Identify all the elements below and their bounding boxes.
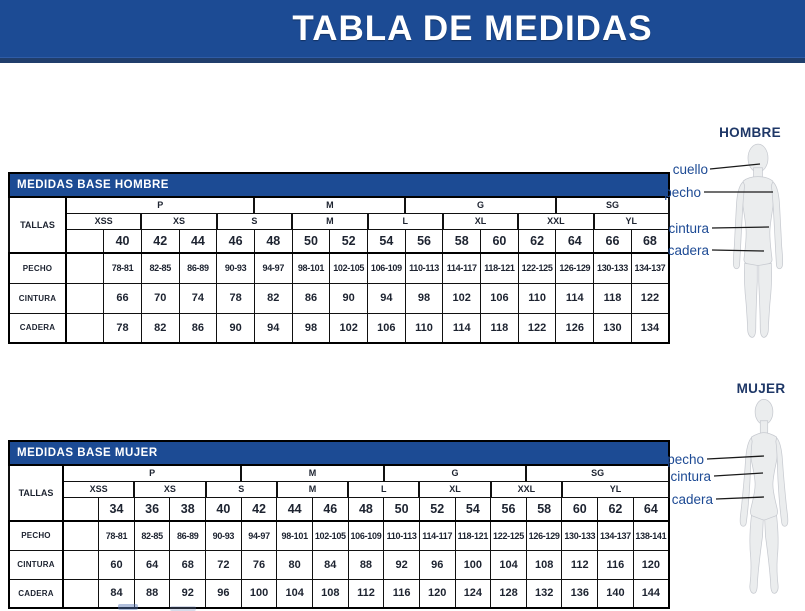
- size-label-cell: M: [277, 481, 348, 497]
- size-number-cell: 34: [99, 497, 135, 521]
- measure-value-cell: [63, 579, 99, 608]
- measure-value-cell: 138-141: [633, 521, 669, 550]
- women-measurements-table: [8, 440, 670, 609]
- size-number-cell: 40: [206, 497, 242, 521]
- measure-value-cell: 80: [277, 550, 313, 579]
- size-number-cell: 46: [312, 497, 348, 521]
- measure-value-cell: 134-137: [631, 253, 669, 283]
- women-chest-label: pecho: [667, 452, 704, 467]
- measure-value-cell: 82: [141, 313, 179, 343]
- size-number-cell: 46: [217, 229, 255, 253]
- size-label-cell: S: [206, 481, 277, 497]
- measure-value-cell: 126: [556, 313, 594, 343]
- measure-row: [9, 253, 669, 283]
- measure-value-cell: 100: [241, 579, 277, 608]
- measure-value-cell: 112: [348, 579, 384, 608]
- size-group-cell: P: [63, 465, 241, 481]
- men-hip-label: cadera: [667, 243, 709, 258]
- measure-value-cell: 116: [384, 579, 420, 608]
- measure-value-cell: 96: [206, 579, 242, 608]
- measure-row-label: CADERA: [9, 579, 63, 608]
- measure-value-cell: 132: [526, 579, 562, 608]
- size-number-cell: 42: [241, 497, 277, 521]
- measure-value-cell: 86-89: [170, 521, 206, 550]
- men-figure-title: HOMBRE: [719, 125, 781, 140]
- measure-row-label: CINTURA: [9, 283, 66, 313]
- size-number-cell: 58: [526, 497, 562, 521]
- size-group-cell: SG: [556, 197, 669, 213]
- size-label-cell: XSS: [63, 481, 134, 497]
- size-number-cell: 54: [368, 229, 406, 253]
- men-neck-label: cuello: [672, 162, 708, 177]
- measure-value-cell: 126-129: [526, 521, 562, 550]
- female-mannequin-figure: [727, 397, 801, 597]
- measure-value-cell: 130-133: [594, 253, 632, 283]
- men-chest-label: pecho: [664, 185, 701, 200]
- measure-value-cell: 144: [633, 579, 669, 608]
- measure-value-cell: 130: [594, 313, 632, 343]
- measure-value-cell: 82-85: [141, 253, 179, 283]
- size-number-cell: 56: [491, 497, 527, 521]
- measure-value-cell: 98: [292, 313, 330, 343]
- measure-value-cell: 92: [384, 550, 420, 579]
- measure-value-cell: 134: [631, 313, 669, 343]
- measure-value-cell: 78: [104, 313, 142, 343]
- measure-value-cell: 140: [598, 579, 634, 608]
- size-number-cell: 60: [481, 229, 519, 253]
- measure-value-cell: 96: [419, 550, 455, 579]
- measure-row-label: CINTURA: [9, 550, 63, 579]
- measure-value-cell: 122: [631, 283, 669, 313]
- measure-value-cell: 110-113: [384, 521, 420, 550]
- women-hip-label: cadera: [671, 492, 713, 507]
- measure-value-cell: 92: [170, 579, 206, 608]
- measure-row: [9, 283, 669, 313]
- size-group-cell: M: [254, 197, 405, 213]
- measure-value-cell: 122-125: [491, 521, 527, 550]
- size-number-cell: 48: [348, 497, 384, 521]
- page-header-bar: [0, 0, 805, 57]
- male-mannequin-figure: [721, 141, 795, 344]
- size-number-cell: 62: [518, 229, 556, 253]
- size-number-cell: 66: [594, 229, 632, 253]
- measure-value-cell: 124: [455, 579, 491, 608]
- measure-value-cell: 106-109: [368, 253, 406, 283]
- measure-value-cell: 102-105: [312, 521, 348, 550]
- measure-value-cell: 118: [594, 283, 632, 313]
- table-section-title: MEDIDAS BASE MUJER: [9, 441, 669, 465]
- measure-value-cell: 70: [141, 283, 179, 313]
- measure-value-cell: 126-129: [556, 253, 594, 283]
- measure-value-cell: 86: [179, 313, 217, 343]
- measure-value-cell: 136: [562, 579, 598, 608]
- measure-value-cell: 98: [405, 283, 443, 313]
- measure-value-cell: 76: [241, 550, 277, 579]
- measure-value-cell: 88: [134, 579, 170, 608]
- measure-value-cell: 110: [518, 283, 556, 313]
- header-divider: [0, 57, 805, 63]
- measure-value-cell: [66, 253, 104, 283]
- measure-value-cell: 66: [104, 283, 142, 313]
- measure-value-cell: [63, 521, 99, 550]
- measure-value-cell: 78: [217, 283, 255, 313]
- measure-value-cell: 110: [405, 313, 443, 343]
- measure-value-cell: 120: [633, 550, 669, 579]
- size-label-cell: L: [348, 481, 419, 497]
- measure-value-cell: 134-137: [598, 521, 634, 550]
- measurements-table: [8, 440, 670, 609]
- size-number-cell: 38: [170, 497, 206, 521]
- size-number-cell: 60: [562, 497, 598, 521]
- measure-value-cell: 94: [368, 283, 406, 313]
- size-number-cell: 56: [405, 229, 443, 253]
- measure-value-cell: 106-109: [348, 521, 384, 550]
- measure-value-cell: 98-101: [277, 521, 313, 550]
- measure-value-cell: 90: [330, 283, 368, 313]
- page-title: TABLA DE MEDIDAS: [292, 9, 653, 48]
- measure-row: [9, 521, 669, 550]
- measure-value-cell: 118-121: [455, 521, 491, 550]
- women-waist-label: cintura: [670, 469, 711, 484]
- size-number-cell: 68: [631, 229, 669, 253]
- size-label-cell: YL: [562, 481, 669, 497]
- measure-value-cell: 84: [99, 579, 135, 608]
- size-label-cell: XL: [419, 481, 490, 497]
- measure-value-cell: 86-89: [179, 253, 217, 283]
- size-number-cell: 52: [419, 497, 455, 521]
- size-label-cell: M: [292, 213, 367, 229]
- measure-value-cell: 82: [254, 283, 292, 313]
- men-waist-label: cintura: [668, 221, 709, 236]
- measure-value-cell: 122-125: [518, 253, 556, 283]
- measure-value-cell: 104: [491, 550, 527, 579]
- size-label-cell: XXL: [518, 213, 593, 229]
- measure-value-cell: 128: [491, 579, 527, 608]
- size-group-cell: G: [384, 465, 527, 481]
- size-label-cell: XXL: [491, 481, 562, 497]
- size-number-cell: [66, 229, 104, 253]
- measure-value-cell: 68: [170, 550, 206, 579]
- size-number-cell: 50: [292, 229, 330, 253]
- measure-value-cell: 108: [312, 579, 348, 608]
- size-group-cell: G: [405, 197, 556, 213]
- measure-value-cell: [66, 313, 104, 343]
- measure-value-cell: 120: [419, 579, 455, 608]
- size-label-cell: XS: [141, 213, 216, 229]
- size-label-cell: YL: [594, 213, 669, 229]
- size-number-cell: 44: [179, 229, 217, 253]
- measure-row: [9, 550, 669, 579]
- measure-value-cell: 108: [526, 550, 562, 579]
- measure-value-cell: 102: [443, 283, 481, 313]
- measure-row: [9, 313, 669, 343]
- size-number-cell: [63, 497, 99, 521]
- measure-value-cell: 112: [562, 550, 598, 579]
- size-number-cell: 36: [134, 497, 170, 521]
- size-label-cell: XS: [134, 481, 205, 497]
- measure-value-cell: 106: [481, 283, 519, 313]
- size-label-cell: XSS: [66, 213, 141, 229]
- size-number-cell: 40: [104, 229, 142, 253]
- measure-value-cell: 60: [99, 550, 135, 579]
- measure-value-cell: 94: [254, 313, 292, 343]
- size-number-cell: 64: [556, 229, 594, 253]
- measure-value-cell: [63, 550, 99, 579]
- measure-value-cell: 122: [518, 313, 556, 343]
- size-group-cell: P: [66, 197, 254, 213]
- size-number-cell: 62: [598, 497, 634, 521]
- measure-row-label: PECHO: [9, 521, 63, 550]
- measure-value-cell: 90-93: [206, 521, 242, 550]
- men-measurements-table: [8, 172, 670, 344]
- measure-value-cell: 82-85: [134, 521, 170, 550]
- measure-value-cell: 102-105: [330, 253, 368, 283]
- measure-value-cell: 86: [292, 283, 330, 313]
- size-number-cell: 58: [443, 229, 481, 253]
- measure-value-cell: 72: [206, 550, 242, 579]
- measure-row-label: CADERA: [9, 313, 66, 343]
- measure-value-cell: 104: [277, 579, 313, 608]
- measure-value-cell: 94-97: [254, 253, 292, 283]
- measurements-table: [8, 172, 670, 344]
- measure-value-cell: 114: [443, 313, 481, 343]
- size-number-cell: 50: [384, 497, 420, 521]
- measure-value-cell: 118-121: [481, 253, 519, 283]
- measure-value-cell: [66, 283, 104, 313]
- measure-value-cell: 102: [330, 313, 368, 343]
- size-label-cell: S: [217, 213, 292, 229]
- measure-value-cell: 64: [134, 550, 170, 579]
- size-number-cell: 64: [633, 497, 669, 521]
- measure-value-cell: 98-101: [292, 253, 330, 283]
- measure-value-cell: 106: [368, 313, 406, 343]
- size-number-cell: 48: [254, 229, 292, 253]
- measure-value-cell: 110-113: [405, 253, 443, 283]
- size-number-cell: 42: [141, 229, 179, 253]
- size-label-cell: L: [368, 213, 443, 229]
- corner-label: TALLAS: [9, 197, 66, 253]
- corner-label: TALLAS: [9, 465, 63, 521]
- size-number-cell: 52: [330, 229, 368, 253]
- size-label-cell: XL: [443, 213, 518, 229]
- measure-value-cell: 114: [556, 283, 594, 313]
- measure-value-cell: 94-97: [241, 521, 277, 550]
- measure-value-cell: 90: [217, 313, 255, 343]
- measure-value-cell: 100: [455, 550, 491, 579]
- women-figure-title: MUJER: [736, 381, 786, 396]
- measure-value-cell: 84: [312, 550, 348, 579]
- measure-value-cell: 118: [481, 313, 519, 343]
- size-number-cell: 44: [277, 497, 313, 521]
- measure-value-cell: 114-117: [443, 253, 481, 283]
- measure-value-cell: 74: [179, 283, 217, 313]
- measure-value-cell: 114-117: [419, 521, 455, 550]
- measure-row: [9, 579, 669, 608]
- measure-row-label: PECHO: [9, 253, 66, 283]
- size-group-cell: M: [241, 465, 384, 481]
- table-section-title: MEDIDAS BASE HOMBRE: [9, 173, 669, 197]
- size-number-cell: 54: [455, 497, 491, 521]
- measure-value-cell: 78-81: [104, 253, 142, 283]
- measure-value-cell: 88: [348, 550, 384, 579]
- measure-value-cell: 78-81: [99, 521, 135, 550]
- size-group-cell: SG: [526, 465, 669, 481]
- measure-value-cell: 130-133: [562, 521, 598, 550]
- measure-value-cell: 90-93: [217, 253, 255, 283]
- measure-value-cell: 116: [598, 550, 634, 579]
